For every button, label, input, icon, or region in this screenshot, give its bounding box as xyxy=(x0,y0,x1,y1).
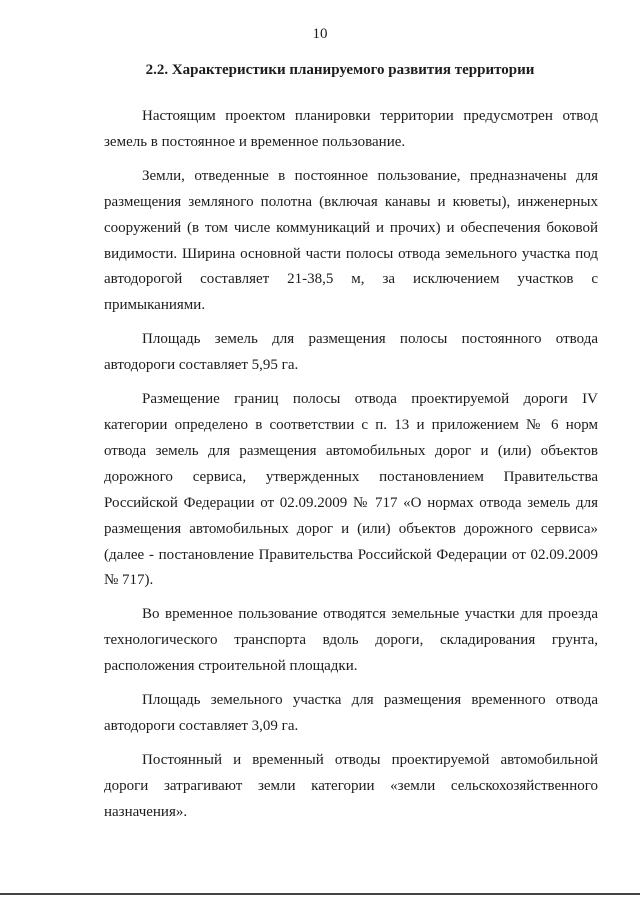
paragraph: Во временное пользование отводятся земельные участки для проезда технологического транспорта вдоль дороги, складирования грунта, расположения строительной площадки. xyxy=(104,606,598,675)
paragraph: Настоящим проектом планировки территории предусмотрен отвод земель в постоянное и временное пользование. xyxy=(104,108,598,150)
document-body xyxy=(104,104,598,834)
page-number: 10 xyxy=(312,26,328,42)
paragraph: Площадь земель для размещения полосы постоянного отвода автодороги составляет 5,95 га. xyxy=(104,331,598,374)
paragraph: Земли, отведенные в постоянное пользование, предназначены для размещения земляного полотна (включая канавы и кюветы), инженерных сооружений (в том числе коммуникаций и прочих) и обеспечения боковой видимости. Ширина основной части полосы отвода земельного участка под автодорогой составляет 21-38,5 м, за исключением участков с примыканиями. xyxy=(104,167,598,314)
paragraph: Площадь земельного участка для размещения временного отвода автодороги составляет 3,09 га. xyxy=(104,692,598,734)
paragraph: Размещение границ полосы отвода проектируемой дороги IV категории определено в соответствии с п. 13 и приложением № 6 норм отвода земель для размещения автомобильных дорог и (или) объектов дорожного сервиса, утвержденных постановлением Правительства Российской Федерации от 02.09.2009 № 717 «О нормах отвода земель для размещения автомобильных дорог и (или) объектов дорожного сервиса» (далее - постановление Правительства Российской Федерации от 02.09.2009 № 717). xyxy=(104,391,598,589)
paragraph: Постоянный и временный отводы проектируемой автомобильной дороги затрагивают земли категории «земли сельскохозяйственного назначения». xyxy=(104,751,598,820)
section-heading: 2.2. Характеристики планируемого развития территории xyxy=(145,62,535,78)
scan-bottom-edge xyxy=(0,893,640,895)
